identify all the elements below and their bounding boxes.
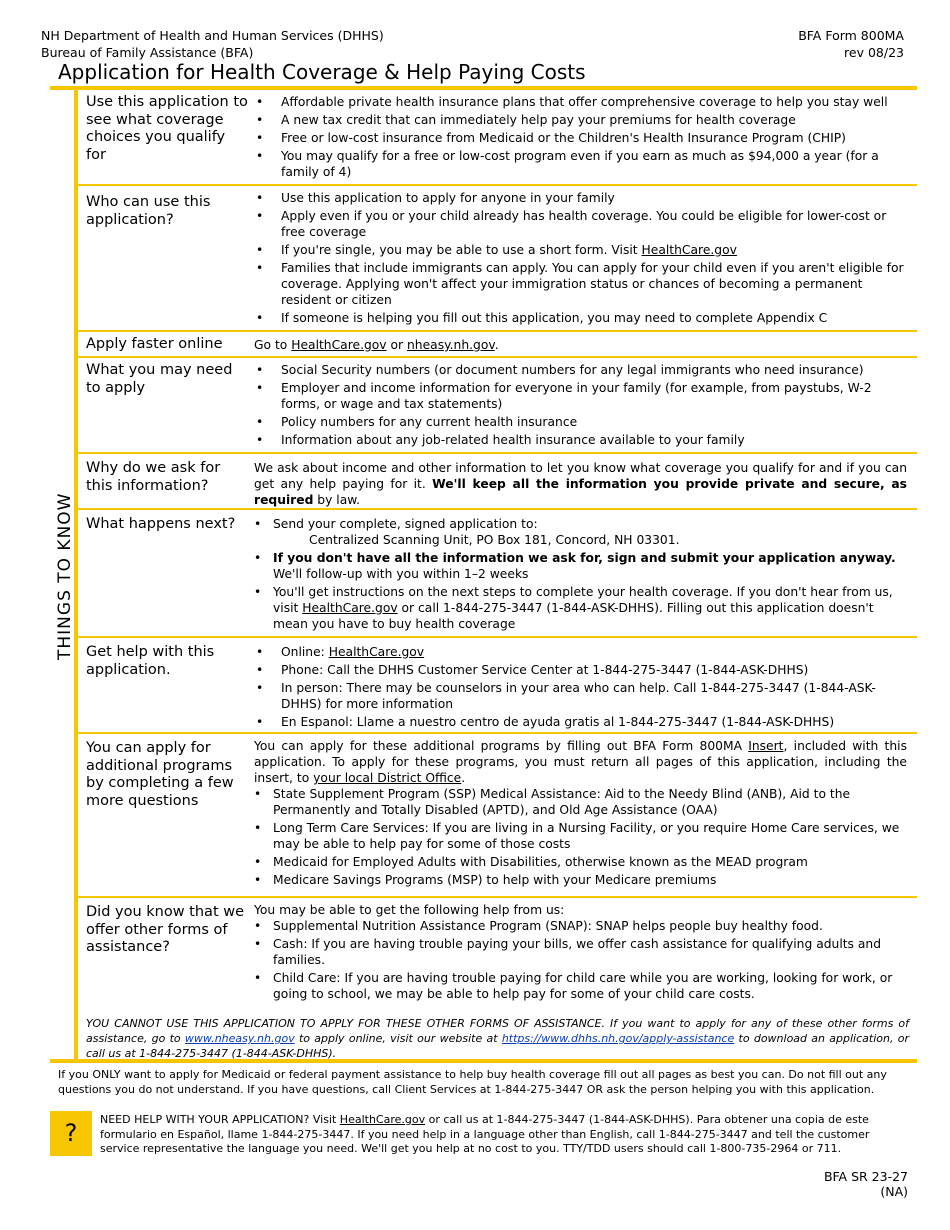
row-label: What you may need to apply bbox=[86, 362, 233, 396]
row-content bbox=[254, 738, 907, 890]
row-label: What happens next? bbox=[86, 516, 236, 532]
list-item: • Cash: If you are having trouble paying your bills, we offer cash assistance for qualifying adults and families. bbox=[254, 936, 907, 968]
bold-text: If you don't have all the information we ask for, sign and submit your application anyway. bbox=[273, 551, 896, 565]
list-item: • Supplemental Nutrition Assistance Program (SNAP): SNAP helps people buy healthy food. bbox=[254, 918, 907, 934]
list-item: • Free or low-cost insurance from Medicaid or the Children's Health Insurance Program (CHIP) bbox=[254, 130, 907, 146]
list-item: • A new tax credit that can immediately help pay your premiums for health coverage bbox=[254, 112, 907, 128]
insert-link[interactable]: Insert bbox=[748, 739, 784, 753]
list-item bbox=[254, 644, 907, 660]
text: or call us at 1-844-275-3447 (1-844-ASK-DHHS). Para obtener una copia de este formulario en Español, llame 1-844-275-3447. If you need help in a language other than English, call 1-844-275-3447 and tell the customer service representative the language you need. We'll get you help at no cost to you. TTY/TDD users should call 1-800-735-2964 or 711. bbox=[100, 1113, 870, 1155]
row-label: Did you know that we offer other forms of assistance? bbox=[86, 904, 245, 955]
list-item: • Use this application to apply for anyone in your family bbox=[254, 190, 907, 206]
medicaid-note: If you ONLY want to apply for Medicaid or federal payment assistance to help buy health coverage fill out all pages as best you can. Do not fill out any questions you do not understand. If you have questions, call Client Services at 1-844-275-3447 OR ask the person helping you with this application. bbox=[58, 1068, 887, 1096]
text: Send your complete, signed application to: bbox=[273, 517, 538, 531]
list-item: • Social Security numbers (or document numbers for any legal immigrants who need insurance) bbox=[254, 362, 907, 378]
side-label: THINGS TO KNOW bbox=[55, 492, 75, 660]
nheasy-link[interactable]: nheasy.nh.gov bbox=[407, 338, 495, 352]
list-item-text: If you're single, you may be able to use a short form. Visit bbox=[281, 243, 642, 257]
form-code-footer bbox=[824, 1169, 908, 1199]
list-item: • Long Term Care Services: If you are living in a Nursing Facility, or you require Home Care services, we may be able to help pay for some of those costs bbox=[254, 820, 907, 852]
list-item: • You may qualify for a free or low-cost program even if you earn as much as $94,000 a year (for a family of 4) bbox=[254, 148, 907, 180]
healthcare-gov-link[interactable]: HealthCare.gov bbox=[339, 1113, 426, 1126]
things-to-know-table bbox=[50, 86, 917, 1063]
agency-name: NH Department of Health and Human Services (DHHS) bbox=[41, 28, 384, 43]
list-item: • Families that include immigrants can apply. You can apply for your child even if you aren't eligible for coverage. Applying won't affect your immigration status or chances of becoming a permanent resident or citizen bbox=[254, 260, 907, 308]
text: or call 1-844-275-3447 (1-844-ASK-DHHS). Filling out this application doesn't mean you have to buy health coverage bbox=[273, 601, 874, 631]
list-item: • Apply even if you or your child already has health coverage. You could be eligible for lower-cost or free coverage bbox=[254, 208, 907, 240]
text: or bbox=[386, 338, 407, 352]
bold-text: We'll keep all the information you provide private and secure, as required bbox=[254, 477, 907, 507]
row-label: Use this application to see what coverage choices you qualify for bbox=[86, 94, 248, 163]
row-content bbox=[254, 190, 907, 328]
list-item bbox=[254, 242, 907, 258]
list-item: • Affordable private health insurance plans that offer comprehensive coverage to help you stay well bbox=[254, 94, 907, 110]
list-item: • Employer and income information for everyone in your family (for example, from paystubs, W-2 forms, or wage and tax statements) bbox=[254, 380, 907, 412]
list-item: • State Supplement Program (SSP) Medical Assistance: Aid to the Needy Blind (ANB), Aid to the Permanently and Totally Disabled (APTD), and Old Age Assistance (OAA) bbox=[254, 786, 907, 818]
row-what-happens-next bbox=[78, 510, 917, 638]
list-item: • Policy numbers for any current health insurance bbox=[254, 414, 907, 430]
list-item: • Phone: Call the DHHS Customer Service Center at 1-844-275-3447 (1-844-ASK-DHHS) bbox=[254, 662, 907, 678]
form-code-suffix: (NA) bbox=[880, 1184, 908, 1199]
text: . bbox=[461, 771, 466, 785]
text: by law. bbox=[313, 493, 361, 507]
text: Online: bbox=[281, 645, 329, 659]
list-item: • Child Care: If you are having trouble paying for child care while you are working, looking for work, or going to school, we may be able to help pay for some of your child care costs. bbox=[254, 970, 907, 1002]
row-what-you-need bbox=[78, 358, 917, 454]
nheasy-url-link[interactable]: www.nheasy.nh.gov bbox=[184, 1032, 295, 1045]
text: , included with this application. To apply for these programs, you must return all pages of this application, including the insert, to bbox=[254, 739, 907, 785]
row-label: You can apply for additional programs by completing a few more questions bbox=[86, 740, 234, 809]
bureau-name: Bureau of Family Assistance (BFA) bbox=[41, 45, 254, 60]
text: We'll follow-up with you within 1–2 weeks bbox=[273, 567, 529, 581]
list-item bbox=[254, 550, 907, 582]
row-additional-programs bbox=[78, 734, 917, 898]
row-content bbox=[254, 460, 907, 508]
row-label: Why do we ask for this information? bbox=[86, 460, 221, 494]
text: to download an application, or call us at 1-844-275-3447 (1-844-ASK-DHHS). bbox=[86, 1032, 909, 1060]
list-item: • If someone is helping you fill out this application, you may need to complete Appendix C bbox=[254, 310, 907, 326]
form-revision: rev 08/23 bbox=[844, 45, 904, 60]
text: to apply online, visit our website at bbox=[294, 1032, 502, 1045]
list-item bbox=[254, 584, 907, 632]
text: NEED HELP WITH YOUR APPLICATION? Visit bbox=[100, 1113, 340, 1126]
text: We ask about income and other information to let you know what coverage you qualify for and if you can get any help paying for it. bbox=[254, 461, 907, 491]
row-content bbox=[254, 516, 907, 634]
text: You can apply for these additional programs by filling out BFA Form 800MA bbox=[254, 739, 749, 753]
text: YOU CANNOT USE THIS APPLICATION TO APPLY FOR THESE OTHER FORMS OF ASSISTANCE. If you want to apply for any of these other forms of assistance, go to bbox=[86, 1017, 909, 1045]
dhhs-url-link[interactable]: https://www.dhhs.nh.gov/apply-assistance bbox=[501, 1032, 735, 1045]
row-use-application bbox=[78, 90, 917, 186]
healthcare-gov-link[interactable]: HealthCare.gov bbox=[302, 601, 398, 615]
row-content bbox=[254, 94, 907, 182]
list-item: • In person: There may be counselors in your area who can help. Call 1-844-275-3447 (1-844-ASK-DHHS) for more information bbox=[254, 680, 907, 712]
text: You'll get instructions on the next steps to complete your health coverage. If you don't hear from us, visit bbox=[273, 585, 893, 615]
notice-text bbox=[86, 1016, 909, 1061]
row-why-ask bbox=[78, 454, 917, 510]
text: You may be able to get the following help from us: bbox=[254, 903, 565, 917]
healthcare-gov-link[interactable]: HealthCare.gov bbox=[291, 338, 387, 352]
mailing-address: Centralized Scanning Unit, PO Box 181, Concord, NH 03301. bbox=[309, 533, 680, 547]
row-who-can-use bbox=[78, 186, 917, 332]
list-item: • Information about any job-related health insurance available to your family bbox=[254, 432, 907, 448]
row-apply-online bbox=[78, 332, 917, 358]
row-content bbox=[254, 644, 907, 732]
list-item: • Medicaid for Employed Adults with Disabilities, otherwise known as the MEAD program bbox=[254, 854, 907, 870]
list-item: • En Espanol: Llame a nuestro centro de ayuda gratis al 1-844-275-3447 (1-844-ASK-DHHS) bbox=[254, 714, 907, 730]
healthcare-gov-link[interactable]: HealthCare.gov bbox=[328, 645, 425, 659]
healthcare-gov-link[interactable]: HealthCare.gov bbox=[641, 243, 737, 257]
help-text bbox=[100, 1113, 908, 1157]
row-content bbox=[254, 362, 907, 450]
row-get-help bbox=[78, 638, 917, 734]
row-label: Who can use this application? bbox=[86, 194, 211, 228]
row-label: Get help with this application. bbox=[86, 644, 215, 678]
form-id-header bbox=[798, 27, 904, 61]
text: . bbox=[494, 338, 499, 352]
form-code: BFA SR 23-27 bbox=[823, 1169, 908, 1184]
form-number: BFA Form 800MA bbox=[798, 28, 904, 43]
help-question-icon: ? bbox=[50, 1111, 92, 1156]
row-label: Apply faster online bbox=[86, 336, 223, 352]
district-office-link[interactable]: your local District Office bbox=[313, 771, 462, 785]
list-item bbox=[254, 516, 907, 548]
list-item: • Medicare Savings Programs (MSP) to help with your Medicare premiums bbox=[254, 872, 907, 888]
row-content bbox=[254, 337, 907, 353]
text: Go to bbox=[254, 338, 292, 352]
row-content bbox=[254, 902, 907, 1004]
agency-header bbox=[41, 27, 384, 61]
page-title: Application for Health Coverage & Help Paying Costs bbox=[58, 60, 586, 84]
